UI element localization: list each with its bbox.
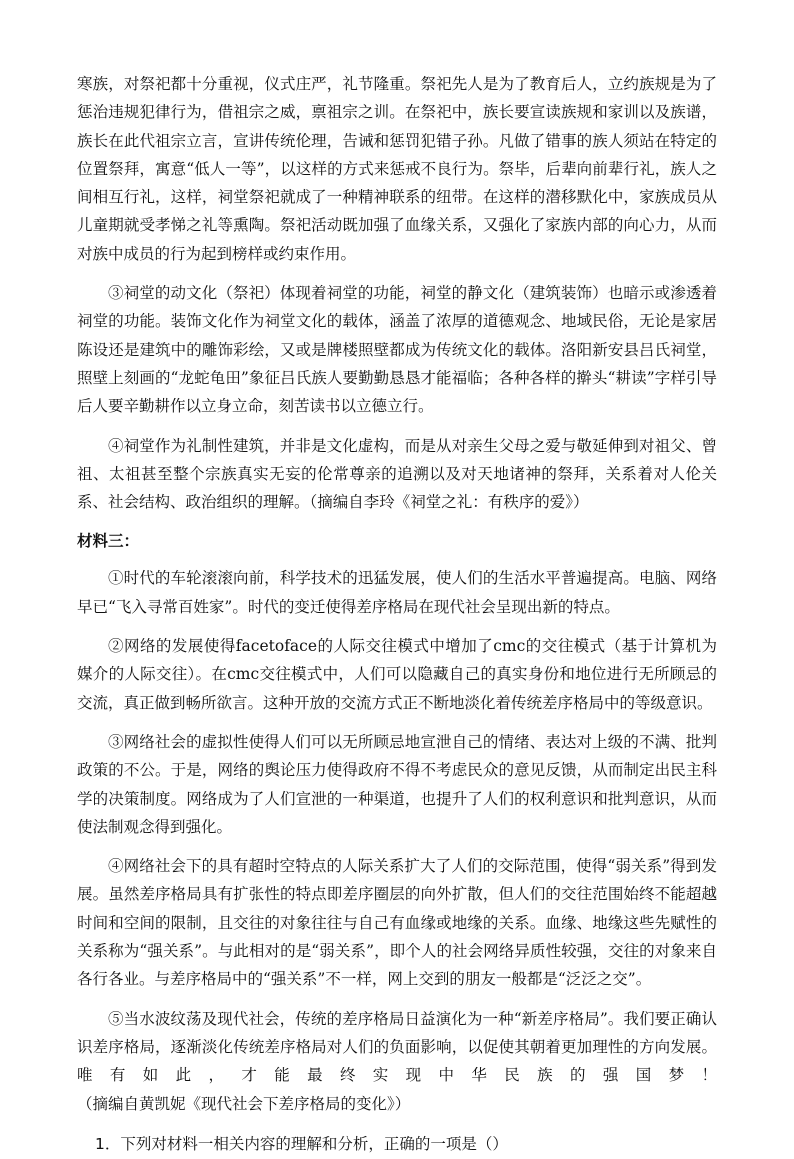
paragraph-continuation: 寒族，对祭祀都十分重视，仪式庄严，礼节隆重。祭祀先人是为了教育后人，立约族规是为了惩治违规犯律行为，借祖宗之威，禀祖宗之训。在祭祀中，族长要宣读族规和家训以及族谱，族长在此代祖宗立言，宣讲传统伦理，告诫和惩罚犯错子孙。凡做了错事的族人须站在特定的位置祭拜，寓意“低人一等”，以这样的方式来惩戒不良行为。祭毕，后辈向前辈行礼，族人之间相互行礼，这样，祠堂祭祀就成了一种精神联系的纽带。在这样的潜移默化中，家族成员从儿童期就受孝悌之礼等熏陶。祭祀活动既加强了血缘关系，又强化了家族内部的向心力，从而对族中成员的行为起到榜样或约束作用。 (77, 75, 717, 263)
paragraph-4-source: （摘编自李玲《祠堂之礼：有秩序的爱》） (309, 493, 589, 512)
material-3-paragraph-4: ④网络社会下的具有超时空特点的人际关系扩大了人们的交际范围，使得“弱关系”得到发展。虽然差序格局具有扩张性的特点即差序圈层的向外扩散，但人们的交往范围始终不能超越时间和空间的限制，且交往的对象往往与自己有血缘或地缘的关系。血缘、地缘这些先赋性的关系称为“强关系”。与此相对的是“弱关系”，即个人的社会网络异质性较强，交往的对象来自各行各业。与差序格局中的“强关系”不一样，网上交到的朋友一般都是“泛泛之交”。 (77, 857, 717, 989)
paragraph-3: ③祠堂的动文化（祭祀）体现着祠堂的功能，祠堂的静文化（建筑装饰）也暗示或渗透着祠堂的功能。装饰文化作为祠堂文化的载体，涵盖了浓厚的道德观念、地域民俗，无论是家居陈设还是建筑中的雕饰彩绘，又或是牌楼照壁都成为传统文化的载体。洛阳新安县吕氏祠堂，照壁上刻画的“龙蛇龟田”象征吕氏族人要勤勤恳恳才能福临；各种各样的擀头“耕读”字样引导后人要辛勤耕作以立身立命，刻苦读书以立德立行。 (77, 284, 717, 416)
material-3-paragraph-5 (77, 1005, 717, 1118)
paragraph-4 (77, 432, 717, 517)
document-page (77, 70, 717, 1159)
question-1: 1．下列对材料一相关内容的理解和分析，正确的一项是（） (95, 1134, 508, 1153)
material-3-heading: 材料三： (77, 532, 140, 551)
paragraph-4-text: ④祠堂作为礼制性建筑，并非是文化虚构，而是从对亲生父母之爱与敬延伸到对祖父、曾祖、太祖甚至整个宗族真实无妄的伦常尊亲的追溯以及对天地诸神的祭拜，关系着对人伦关系、社会结构、政治组织的理解。 (77, 436, 717, 512)
paragraph-5-source: （摘编自黄凯妮《现代社会下差序格局的变化》） (77, 1094, 411, 1113)
material-3-paragraph-2: ②网络的发展使得facetoface的人际交往模式中增加了cmc的交往模式（基于计算机为媒介的人际交往）。在cmc交往模式中，人们可以隐藏自己的真实身份和地位进行无所顾忌的交流，真正做到畅所欲言。这种开放的交流方式正不断地淡化着传统差序格局中的等级意识。 (77, 637, 718, 712)
material-3-paragraph-1: ①时代的车轮滚滚向前，科学技术的迅猛发展，使人们的生活水平普遍提高。电脑、网络早已“飞入寻常百姓家”。时代的变迁使得差序格局在现代社会呈现出新的特点。 (77, 569, 717, 616)
material-3-paragraph-3: ③网络社会的虚拟性使得人们可以无所顾忌地宣泄自己的情绪、表达对上级的不满、批判政策的不公。于是，网络的舆论压力使得政府不得不考虑民众的意见反馈，从而制定出民主科学的决策制度。网络成为了人们宣泄的一种渠道，也提升了人们的权利意识和批判意识，从而使法制观念得到强化。 (77, 732, 717, 836)
paragraph-5-text: ⑤当水波纹荡及现代社会，传统的差序格局日益演化为一种“新差序格局”。我们要正确认识差序格局，逐渐淡化传统差序格局对人们的负面影响，以促使其朝着更加理性的方向发展。唯有如此，才能最终实现中华民族的强国梦！ (77, 1009, 717, 1085)
